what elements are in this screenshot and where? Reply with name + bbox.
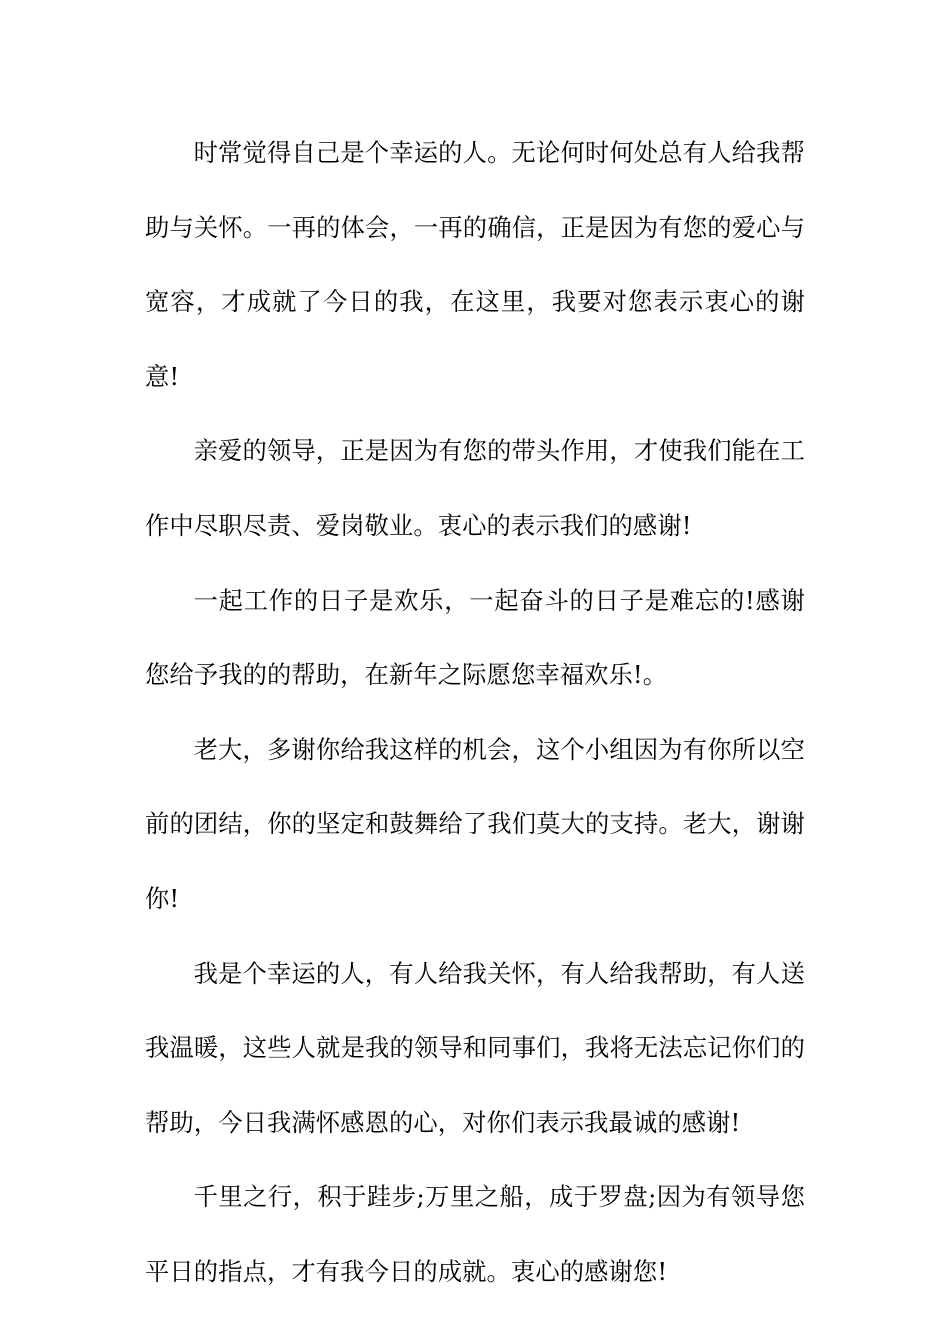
paragraph: 亲爱的领导，正是因为有您的带头作用，才使我们能在工作中尽职尽责、爱岗敬业。衷心的表示我们的感谢!: [145, 436, 805, 540]
paragraph: 老大，多谢你给我这样的机会，这个小组因为有你所以空前的团结，你的坚定和鼓舞给了我们莫大的支持。老大，谢谢你!: [145, 734, 805, 913]
paragraph: 我是个幸运的人，有人给我关怀，有人给我帮助，有人送我温暖，这些人就是我的领导和同事们，我将无法忘记你们的帮助，今日我满怀感恩的心，对你们表示我最诚的感谢!: [145, 958, 805, 1137]
paragraph: 时常觉得自己是个幸运的人。无论何时何处总有人给我帮助与关怀。一再的体会，一再的确信，正是因为有您的爱心与宽容，才成就了今日的我，在这里，我要对您表示衷心的谢意!: [145, 138, 805, 391]
paragraph: 一起工作的日子是欢乐，一起奋斗的日子是难忘的!感谢您给予我的的帮助，在新年之际愿您幸福欢乐!。: [145, 585, 805, 690]
paragraph: 千里之行，积于跬步;万里之船，成于罗盘;因为有领导您平日的指点，才有我今日的成就。衷心的感谢您!: [145, 1182, 805, 1286]
document-body: [145, 116, 805, 1310]
